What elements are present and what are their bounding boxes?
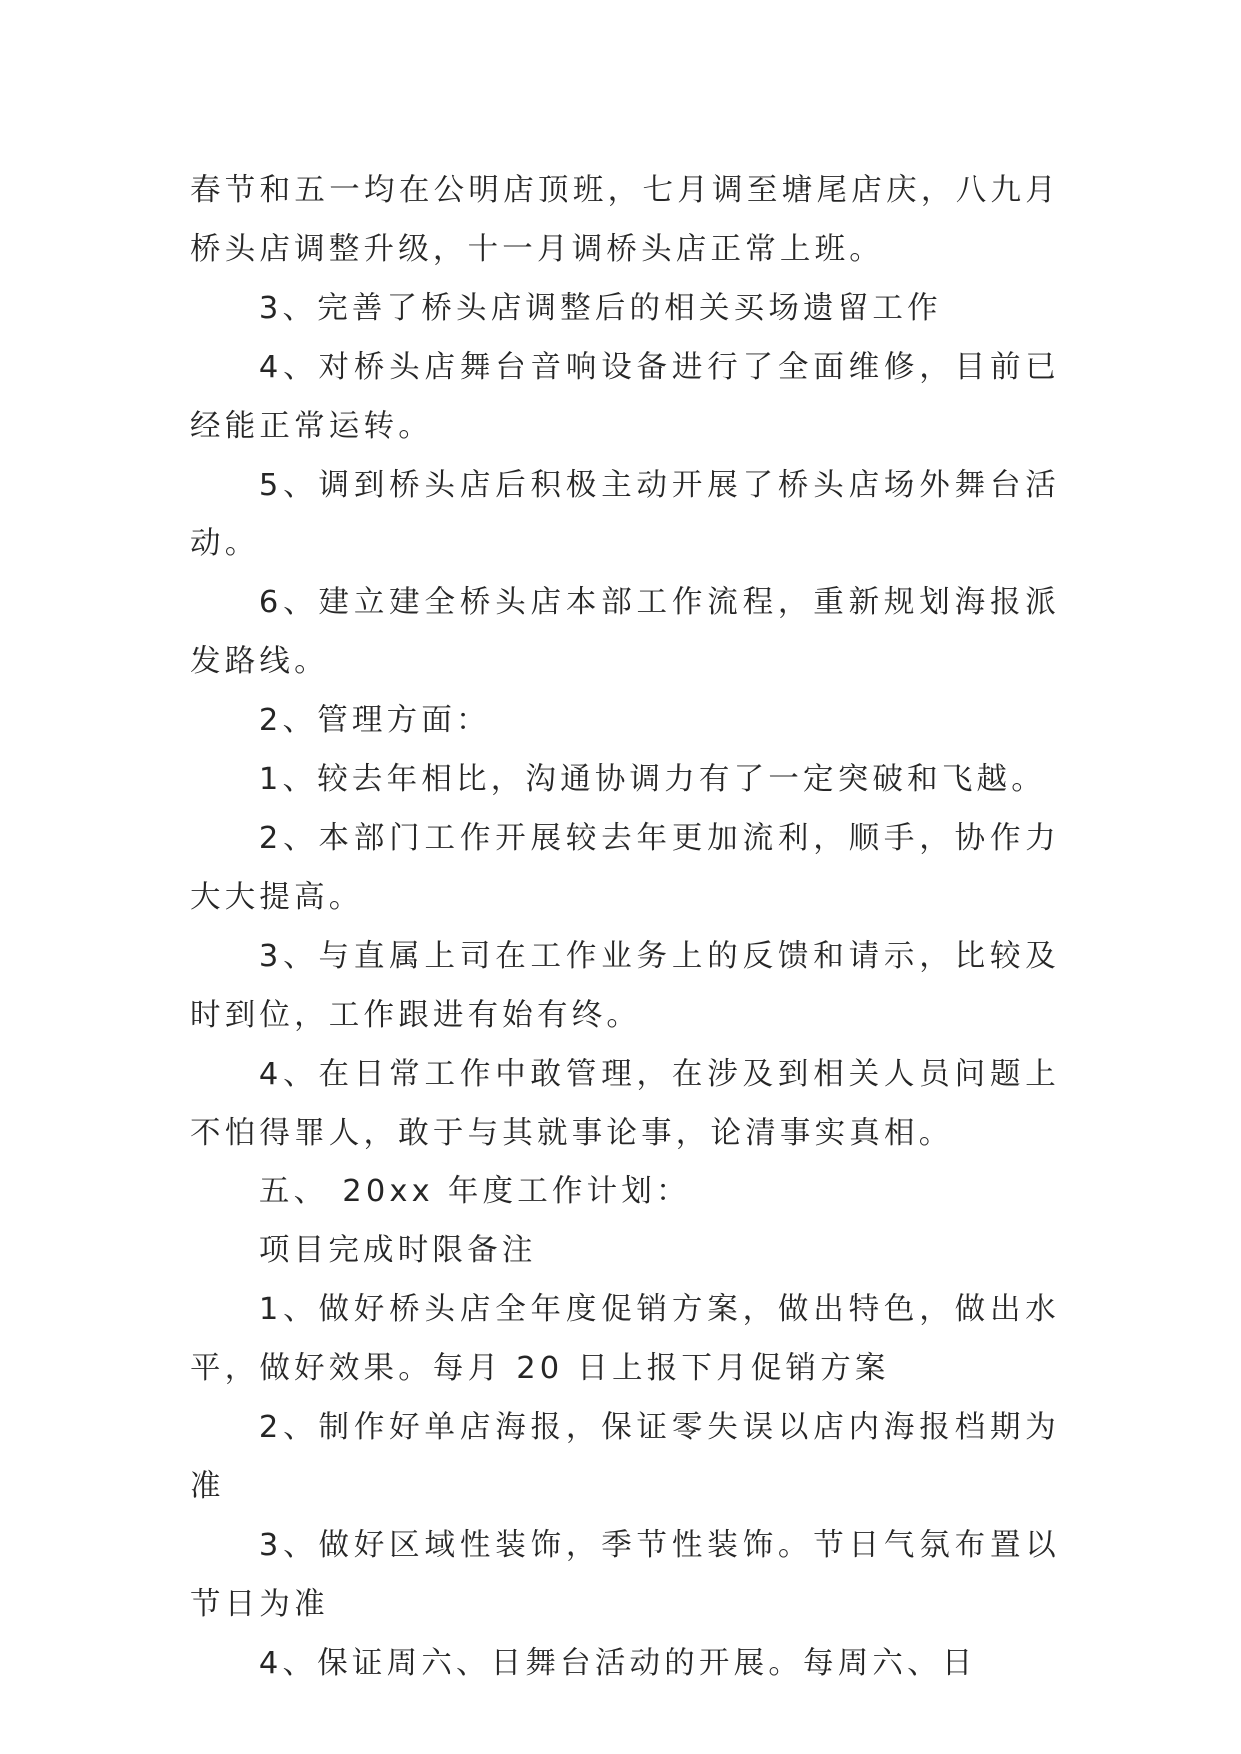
paragraph: 3、做好区域性装饰，季节性装饰。节日气氛布置以节日为准 xyxy=(190,1527,1060,1622)
table-header-line: 项目完成时限备注 xyxy=(258,1233,537,1269)
paragraph: 春节和五一均在公明店顶班，七月调至塘尾店庆，八九月桥头店调整升级，十一月调桥头店正常上班。 xyxy=(190,173,1060,267)
paragraph: 4、在日常工作中敢管理，在涉及到相关人员问题上不怕得罪人，敢于与其就事论事，论清事实真相。 xyxy=(190,1056,1060,1151)
section-heading: 五、 20xx 年度工作计划： xyxy=(258,1174,691,1210)
paragraph: 2、本部门工作开展较去年更加流利，顺手，协作力大大提高。 xyxy=(190,820,1060,915)
paragraph: 1、较去年相比，沟通协调力有了一定突破和飞越。 xyxy=(258,762,1046,798)
section-heading: 2、管理方面： xyxy=(258,703,491,739)
paragraph: 2、制作好单店海报，保证零失误以店内海报档期为准 xyxy=(190,1410,1060,1504)
paragraph: 1、做好桥头店全年度促销方案，做出特色，做出水平，做好效果。每月 20 日上报下月促销方案 xyxy=(190,1292,1060,1387)
paragraph: 5、调到桥头店后积极主动开展了桥头店场外舞台活动。 xyxy=(190,467,1060,562)
paragraph: 3、完善了桥头店调整后的相关买场遗留工作 xyxy=(258,290,942,326)
paragraph: 3、与直属上司在工作业务上的反馈和请示，比较及时到位，工作跟进有始有终。 xyxy=(190,938,1060,1033)
document-body xyxy=(190,162,1060,1694)
paragraph: 4、对桥头店舞台音响设备进行了全面维修，目前已经能正常运转。 xyxy=(190,349,1060,444)
paragraph: 6、建立建全桥头店本部工作流程，重新规划海报派发路线。 xyxy=(190,585,1060,680)
paragraph: 4、保证周六、日舞台活动的开展。每周六、日 xyxy=(258,1645,977,1681)
